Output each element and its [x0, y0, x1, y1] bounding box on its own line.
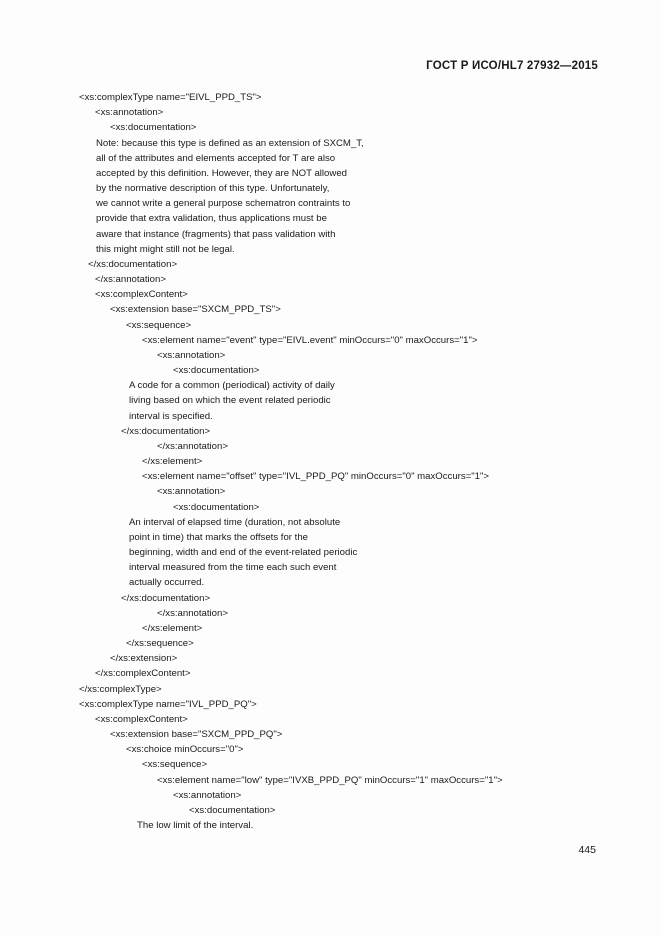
code-line: by the normative description of this type. Unfortunately, [96, 183, 330, 194]
code-line: <xs:extension base="SXCM_PPD_TS"> [110, 304, 281, 315]
code-line: </xs:annotation> [95, 274, 166, 285]
code-line: </xs:annotation> [157, 608, 228, 619]
code-line: <xs:element name="offset" type="IVL_PPD_PQ" minOccurs="0" maxOccurs="1"> [142, 471, 490, 482]
code-line: </xs:documentation> [88, 259, 178, 270]
code-line: </xs:complexContent> [95, 668, 191, 679]
code-line: interval is specified. [129, 411, 213, 422]
code-line: <xs:complexType name="EIVL_PPD_TS"> [79, 92, 262, 103]
code-line: all of the attributes and elements accepted for T are also [96, 153, 336, 164]
code-line: living based on which the event related periodic [129, 395, 331, 406]
code-line: provide that extra validation, thus applications must be [96, 213, 327, 224]
code-line: <xs:documentation> [189, 805, 276, 816]
code-line: The low limit of the interval. [137, 820, 254, 831]
code-line: <xs:choice minOccurs="0"> [126, 744, 244, 755]
code-line: </xs:extension> [110, 653, 178, 664]
code-line: <xs:sequence> [142, 759, 208, 770]
code-line: aware that instance (fragments) that pass validation with [96, 229, 336, 240]
code-line: <xs:element name="event" type="EIVL.event" minOccurs="0" maxOccurs="1"> [142, 335, 478, 346]
code-line: </xs:complexType> [79, 684, 162, 695]
code-line: <xs:documentation> [173, 502, 260, 513]
code-line: <xs:sequence> [126, 320, 192, 331]
code-line: <xs:documentation> [173, 365, 260, 376]
code-line: <xs:annotation> [157, 486, 226, 497]
code-line: actually occurred. [129, 577, 205, 588]
code-line: </xs:annotation> [157, 441, 228, 452]
code-line: An interval of elapsed time (duration, not absolute [129, 517, 341, 528]
code-line: A code for a common (periodical) activity of daily [129, 380, 335, 391]
code-line: </xs:documentation> [121, 426, 211, 437]
code-line: beginning, width and end of the event-related periodic [129, 547, 358, 558]
code-line: <xs:extension base="SXCM_PPD_PQ"> [110, 729, 283, 740]
code-line: </xs:element> [142, 623, 203, 634]
code-line: <xs:complexContent> [95, 714, 188, 725]
code-line: <xs:annotation> [173, 790, 242, 801]
code-line: accepted by this definition. However, they are NOT allowed [96, 168, 347, 179]
code-line: <xs:documentation> [110, 122, 197, 133]
code-line: </xs:documentation> [121, 593, 211, 604]
code-line: <xs:complexType name="IVL_PPD_PQ"> [79, 699, 257, 710]
code-line: point in time) that marks the offsets for the [129, 532, 308, 543]
code-line: <xs:annotation> [157, 350, 226, 361]
code-line: </xs:element> [142, 456, 203, 467]
code-line: <xs:annotation> [95, 107, 164, 118]
code-line: <xs:complexContent> [95, 289, 188, 300]
code-line: </xs:sequence> [126, 638, 194, 649]
page-number: 445 [578, 844, 596, 856]
code-line: we cannot write a general purpose schematron contraints to [96, 198, 351, 209]
standard-code-header: ГОСТ Р ИСО/HL7 27932—2015 [426, 60, 598, 72]
code-line: this might might still not be legal. [96, 244, 235, 255]
code-line: Note: because this type is defined as an extension of SXCM_T, [96, 138, 364, 149]
code-line: <xs:element name="low" type="IVXB_PPD_PQ" minOccurs="1" maxOccurs="1"> [157, 775, 503, 786]
code-line: interval measured from the time each such event [129, 562, 337, 573]
